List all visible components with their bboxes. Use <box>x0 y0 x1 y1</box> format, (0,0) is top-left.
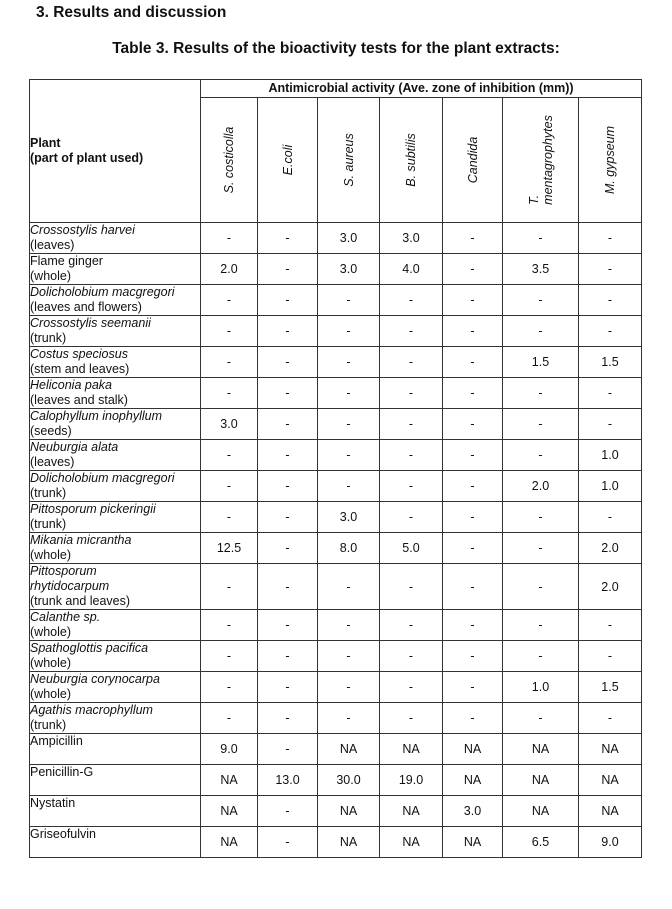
table-row <box>30 223 642 254</box>
plant-cell <box>30 827 201 858</box>
plant-name: Neuburgia corynocarpa <box>30 672 160 686</box>
organism-header <box>443 98 503 223</box>
zone-value-cell: - <box>258 564 318 610</box>
zone-value-cell: - <box>380 471 443 502</box>
zone-value-cell: - <box>380 610 443 641</box>
zone-value-cell: NA <box>318 827 380 858</box>
plant-part: (whole) <box>30 656 71 670</box>
plant-part: (leaves and stalk) <box>30 393 128 407</box>
plant-cell <box>30 254 201 285</box>
plant-name: Pittosporum rhytidocarpum <box>30 564 110 593</box>
zone-value-cell: - <box>201 285 258 316</box>
zone-value-cell: NA <box>579 734 642 765</box>
zone-value-cell: - <box>443 564 503 610</box>
table-row <box>30 471 642 502</box>
zone-value-cell: 30.0 <box>318 765 380 796</box>
zone-value-cell: - <box>258 796 318 827</box>
zone-value-cell: - <box>201 610 258 641</box>
plant-cell <box>30 502 201 533</box>
zone-value-cell: 1.0 <box>579 440 642 471</box>
zone-value-cell: - <box>579 223 642 254</box>
zone-value-cell: - <box>258 641 318 672</box>
plant-column-header <box>30 80 201 223</box>
zone-value-cell: - <box>503 641 579 672</box>
plant-part: (trunk) <box>30 718 67 732</box>
plant-part: (trunk) <box>30 331 67 345</box>
plant-part: (whole) <box>30 687 71 701</box>
organism-label: S. aureus <box>341 133 356 187</box>
zone-value-cell: - <box>443 347 503 378</box>
zone-value-cell: 1.5 <box>579 347 642 378</box>
plant-name: Flame ginger <box>30 254 103 268</box>
zone-value-cell: 8.0 <box>318 533 380 564</box>
zone-value-cell: NA <box>318 734 380 765</box>
zone-value-cell: NA <box>318 796 380 827</box>
plant-part: (trunk and leaves) <box>30 594 131 608</box>
zone-value-cell: 2.0 <box>579 533 642 564</box>
organism-label: E.coli <box>280 144 295 176</box>
plant-cell <box>30 285 201 316</box>
plant-name: Neuburgia alata <box>30 440 119 454</box>
zone-value-cell: - <box>579 703 642 734</box>
zone-value-cell: - <box>258 285 318 316</box>
zone-value-cell: - <box>201 316 258 347</box>
zone-value-cell: - <box>380 347 443 378</box>
table-row <box>30 440 642 471</box>
zone-value-cell: - <box>201 347 258 378</box>
plant-name: Nystatin <box>30 796 76 810</box>
zone-value-cell: 3.0 <box>318 502 380 533</box>
plant-part: (leaves and flowers) <box>30 300 142 314</box>
organism-header <box>201 98 258 223</box>
zone-value-cell: - <box>318 347 380 378</box>
zone-value-cell: - <box>258 316 318 347</box>
zone-value-cell: - <box>318 378 380 409</box>
zone-value-cell: - <box>380 316 443 347</box>
zone-value-cell: NA <box>579 765 642 796</box>
organism-header <box>380 98 443 223</box>
zone-value-cell: - <box>443 703 503 734</box>
plant-cell <box>30 440 201 471</box>
zone-value-cell: NA <box>380 827 443 858</box>
zone-value-cell: - <box>258 409 318 440</box>
zone-value-cell: - <box>258 610 318 641</box>
zone-value-cell: - <box>258 223 318 254</box>
zone-value-cell: - <box>258 703 318 734</box>
plant-cell <box>30 223 201 254</box>
zone-value-cell: - <box>318 316 380 347</box>
zone-value-cell: NA <box>201 796 258 827</box>
zone-value-cell: - <box>380 672 443 703</box>
table-row <box>30 734 642 765</box>
organism-header <box>503 98 579 223</box>
zone-value-cell: - <box>443 533 503 564</box>
zone-value-cell: - <box>503 564 579 610</box>
plant-part: (whole) <box>30 625 71 639</box>
zone-value-cell: - <box>318 672 380 703</box>
plant-cell <box>30 610 201 641</box>
table-row <box>30 533 642 564</box>
plant-part: (stem and leaves) <box>30 362 130 376</box>
zone-value-cell: - <box>443 440 503 471</box>
zone-value-cell: - <box>503 502 579 533</box>
zone-value-cell: 3.0 <box>380 223 443 254</box>
zone-value-cell: - <box>318 610 380 641</box>
table-caption: Table 3. Results of the bioactivity tests for the plant extracts: <box>112 40 560 57</box>
plant-part: (leaves) <box>30 238 75 252</box>
zone-value-cell: - <box>201 672 258 703</box>
table-row <box>30 827 642 858</box>
zone-value-cell: 2.0 <box>503 471 579 502</box>
zone-value-cell: - <box>579 378 642 409</box>
zone-value-cell: 1.0 <box>579 471 642 502</box>
organism-label: S. costicolla <box>222 126 236 194</box>
plant-cell <box>30 564 201 610</box>
zone-value-cell: - <box>443 610 503 641</box>
organism-header <box>258 98 318 223</box>
zone-value-cell: 5.0 <box>380 533 443 564</box>
zone-value-cell: - <box>258 734 318 765</box>
zone-value-cell: - <box>579 409 642 440</box>
zone-value-cell: - <box>443 502 503 533</box>
zone-value-cell: NA <box>201 765 258 796</box>
plant-name: Calophyllum inophyllum <box>30 409 163 423</box>
plant-cell <box>30 316 201 347</box>
table-row <box>30 796 642 827</box>
zone-value-cell: - <box>201 564 258 610</box>
zone-value-cell: - <box>503 409 579 440</box>
zone-value-cell: 9.0 <box>201 734 258 765</box>
table-row <box>30 672 642 703</box>
zone-value-cell: 2.0 <box>579 564 642 610</box>
zone-value-cell: - <box>443 471 503 502</box>
zone-value-cell: 3.0 <box>318 223 380 254</box>
plant-cell <box>30 765 201 796</box>
zone-value-cell: 1.0 <box>503 672 579 703</box>
organism-header <box>579 98 642 223</box>
zone-value-cell: 1.5 <box>579 672 642 703</box>
zone-value-cell: - <box>503 533 579 564</box>
plant-name: Heliconia paka <box>30 378 112 392</box>
zone-value-cell: - <box>380 641 443 672</box>
zone-value-cell: - <box>503 285 579 316</box>
zone-value-cell: 13.0 <box>258 765 318 796</box>
plant-cell <box>30 378 201 409</box>
zone-value-cell: - <box>258 440 318 471</box>
plant-name: Dolicholobium macgregori <box>30 471 175 485</box>
plant-name: Crossostylis harvei <box>30 223 135 237</box>
zone-value-cell: NA <box>503 796 579 827</box>
zone-value-cell: - <box>318 440 380 471</box>
zone-value-cell: - <box>258 347 318 378</box>
plant-cell <box>30 347 201 378</box>
zone-value-cell: NA <box>579 796 642 827</box>
zone-value-cell: NA <box>443 765 503 796</box>
zone-value-cell: - <box>258 471 318 502</box>
zone-value-cell: - <box>201 471 258 502</box>
zone-value-cell: NA <box>503 765 579 796</box>
plant-cell <box>30 734 201 765</box>
plant-name: Dolicholobium macgregori <box>30 285 175 299</box>
plant-name: Ampicillin <box>30 734 83 748</box>
table-row <box>30 765 642 796</box>
table-row <box>30 641 642 672</box>
table-row <box>30 409 642 440</box>
table-row <box>30 502 642 533</box>
zone-value-cell: - <box>579 285 642 316</box>
table-row <box>30 347 642 378</box>
plant-cell <box>30 796 201 827</box>
plant-part: (whole) <box>30 548 71 562</box>
zone-value-cell: - <box>380 285 443 316</box>
zone-value-cell: - <box>201 440 258 471</box>
plant-cell <box>30 409 201 440</box>
organism-label: Candida <box>465 136 480 184</box>
table-row <box>30 316 642 347</box>
plant-name: Mikania micrantha <box>30 533 132 547</box>
zone-value-cell: NA <box>443 827 503 858</box>
zone-value-cell: NA <box>380 734 443 765</box>
zone-value-cell: - <box>443 672 503 703</box>
zone-value-cell: - <box>201 502 258 533</box>
plant-name: Agathis macrophyllum <box>30 703 153 717</box>
zone-value-cell: - <box>318 703 380 734</box>
zone-value-cell: - <box>318 564 380 610</box>
table-row <box>30 564 642 610</box>
zone-value-cell: - <box>201 703 258 734</box>
zone-value-cell: - <box>579 502 642 533</box>
table-row <box>30 610 642 641</box>
results-body <box>30 223 642 858</box>
plant-part: (trunk) <box>30 517 67 531</box>
plant-name: Pittosporum pickeringii <box>30 502 156 516</box>
zone-value-cell: - <box>380 502 443 533</box>
plant-name: Costus speciosus <box>30 347 128 361</box>
organism-label: B. subtilis <box>404 133 418 187</box>
zone-value-cell: 4.0 <box>380 254 443 285</box>
plant-part: (trunk) <box>30 486 67 500</box>
zone-value-cell: - <box>579 316 642 347</box>
organism-label: T. mentagrophytes <box>526 115 555 205</box>
plant-cell <box>30 471 201 502</box>
plant-cell <box>30 672 201 703</box>
plant-header-label: Plant <box>30 136 61 150</box>
zone-value-cell: 6.5 <box>503 827 579 858</box>
zone-value-cell: - <box>258 672 318 703</box>
zone-value-cell: - <box>443 285 503 316</box>
zone-value-cell: - <box>503 316 579 347</box>
zone-value-cell: - <box>380 409 443 440</box>
zone-value-cell: NA <box>380 796 443 827</box>
plant-name: Calanthe sp. <box>30 610 101 624</box>
zone-value-cell: - <box>258 827 318 858</box>
plant-cell <box>30 703 201 734</box>
antimicrobial-group-header: Antimicrobial activity (Ave. zone of inhibition (mm)) <box>201 80 642 98</box>
plant-cell <box>30 533 201 564</box>
zone-value-cell: NA <box>503 734 579 765</box>
zone-value-cell: 3.0 <box>201 409 258 440</box>
table-row <box>30 378 642 409</box>
zone-value-cell: - <box>201 223 258 254</box>
plant-cell <box>30 641 201 672</box>
zone-value-cell: - <box>201 641 258 672</box>
zone-value-cell: - <box>503 378 579 409</box>
zone-value-cell: 3.0 <box>318 254 380 285</box>
zone-value-cell: - <box>318 641 380 672</box>
zone-value-cell: NA <box>443 734 503 765</box>
zone-value-cell: - <box>258 502 318 533</box>
zone-value-cell: - <box>380 703 443 734</box>
plant-name: Griseofulvin <box>30 827 96 841</box>
plant-part: (whole) <box>30 269 71 283</box>
plant-part: (leaves) <box>30 455 75 469</box>
table-row <box>30 254 642 285</box>
zone-value-cell: - <box>443 378 503 409</box>
zone-value-cell: - <box>201 378 258 409</box>
organism-header <box>318 98 380 223</box>
zone-value-cell: - <box>318 285 380 316</box>
zone-value-cell: - <box>503 703 579 734</box>
zone-value-cell: - <box>503 223 579 254</box>
zone-value-cell: - <box>503 610 579 641</box>
plant-name: Crossostylis seemanii <box>30 316 151 330</box>
zone-value-cell: 19.0 <box>380 765 443 796</box>
results-table <box>29 79 642 858</box>
zone-value-cell: - <box>258 533 318 564</box>
zone-value-cell: - <box>258 254 318 285</box>
plant-header-sublabel: (part of plant used) <box>30 151 144 165</box>
zone-value-cell: - <box>579 610 642 641</box>
zone-value-cell: - <box>443 641 503 672</box>
section-heading: 3. Results and discussion <box>36 4 227 21</box>
zone-value-cell: 2.0 <box>201 254 258 285</box>
zone-value-cell: - <box>579 254 642 285</box>
zone-value-cell: 9.0 <box>579 827 642 858</box>
plant-name: Penicillin-G <box>30 765 94 779</box>
zone-value-cell: 3.5 <box>503 254 579 285</box>
zone-value-cell: - <box>318 471 380 502</box>
zone-value-cell: - <box>443 254 503 285</box>
zone-value-cell: - <box>380 564 443 610</box>
organism-label: M. gypseum <box>603 125 617 195</box>
zone-value-cell: - <box>380 378 443 409</box>
zone-value-cell: 3.0 <box>443 796 503 827</box>
table-row <box>30 285 642 316</box>
zone-value-cell: 12.5 <box>201 533 258 564</box>
zone-value-cell: NA <box>201 827 258 858</box>
table-row <box>30 703 642 734</box>
plant-part: (seeds) <box>30 424 72 438</box>
zone-value-cell: - <box>380 440 443 471</box>
zone-value-cell: - <box>443 316 503 347</box>
plant-name: Spathoglottis pacifica <box>30 641 149 655</box>
zone-value-cell: - <box>258 378 318 409</box>
zone-value-cell: - <box>579 641 642 672</box>
zone-value-cell: - <box>443 409 503 440</box>
zone-value-cell: - <box>318 409 380 440</box>
zone-value-cell: - <box>443 223 503 254</box>
zone-value-cell: - <box>503 440 579 471</box>
zone-value-cell: 1.5 <box>503 347 579 378</box>
